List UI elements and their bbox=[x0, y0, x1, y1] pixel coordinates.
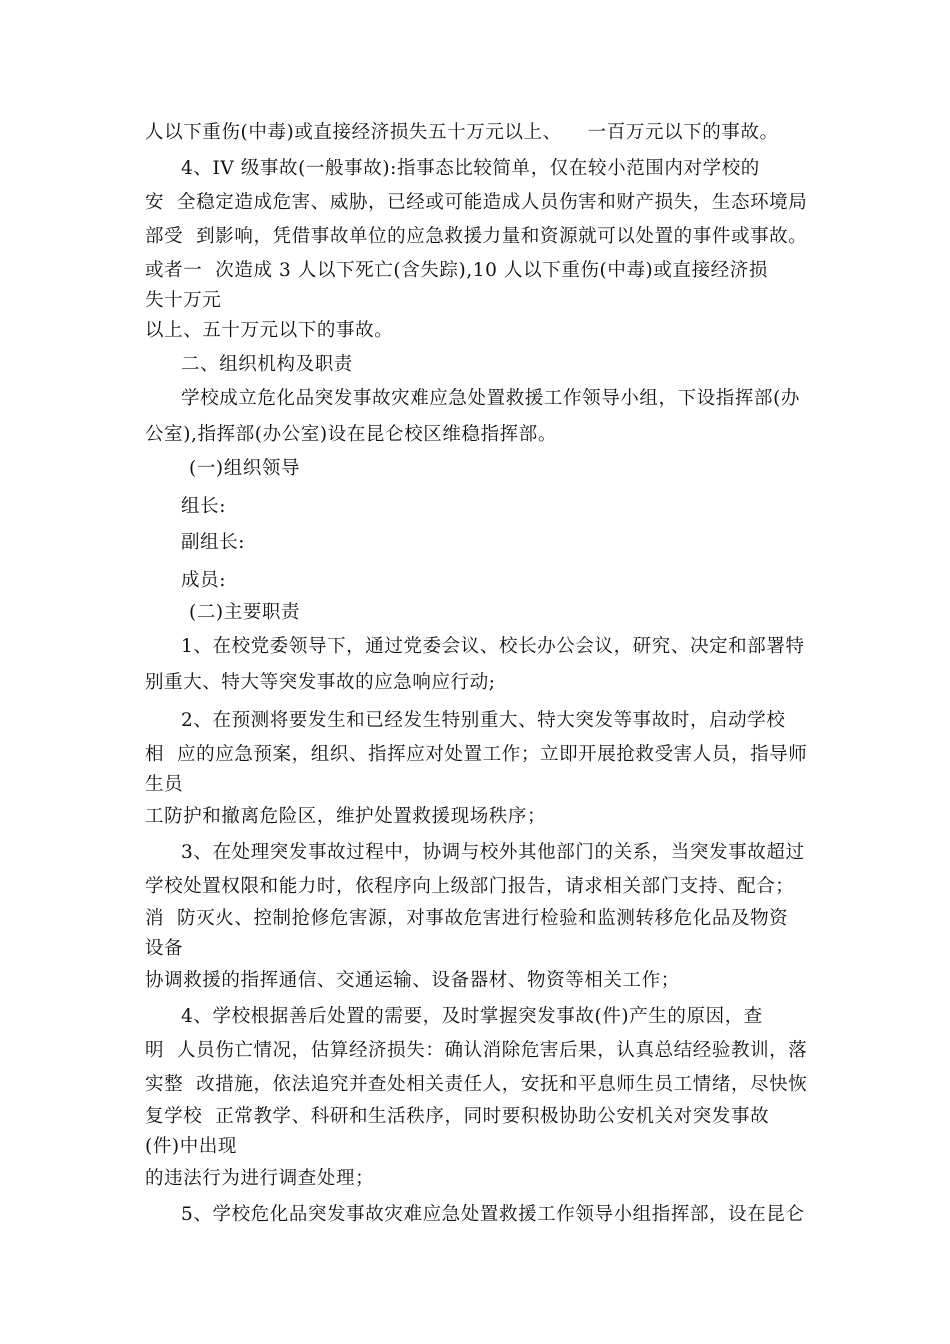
text-line: 4、IV 级事故(一般事故):指事态比较简单，仅在较小范围内对学校的 bbox=[181, 158, 760, 179]
text-line: 5、学校危化品突发事故灾难应急处置救援工作领导小组指挥部，设在昆仑 bbox=[181, 1204, 805, 1225]
text-line: 的违法行为进行调查处理； bbox=[145, 1168, 375, 1189]
text-line: 设备 bbox=[145, 938, 184, 959]
text-line: 协调救援的指挥通信、交通运输、设备器材、物资等相关工作； bbox=[145, 970, 680, 991]
text-line: 4、学校根据善后处置的需要，及时掌握突发事故(件)产生的原因，查 bbox=[181, 1006, 763, 1027]
text-line: 明 人员伤亡情况，估算经济损失：确认消除危害后果，认真总结经验教训，落 bbox=[145, 1040, 808, 1061]
text-line: 失十万元 bbox=[145, 290, 222, 311]
text-line: 别重大、特大等突发事故的应急响应行动; bbox=[145, 672, 496, 693]
text-line: 实整 改措施，依法追究并查处相关责任人，安抚和平息师生员工情绪，尽快恢 bbox=[145, 1074, 808, 1095]
text-line: 或者一 次造成 3 人以下死亡(含失踪),10 人以下重伤(中毒)或直接经济损 bbox=[145, 260, 768, 281]
text-line: 工防护和撤离危险区，维护处置救援现场秩序； bbox=[145, 806, 547, 827]
text-line: 学校成立危化品突发事故灾难应急处置救援工作领导小组，下设指挥部(办 bbox=[181, 388, 801, 409]
text-line: 消 防灭火、控制抢修危害源，对事故危害进行检验和监测转移危化品及物资 bbox=[145, 908, 789, 929]
text-line: 成员: bbox=[181, 570, 227, 591]
text-line: 副组长: bbox=[181, 532, 246, 553]
text-line: 复学校 正常教学、科研和生活秩序，同时要积极协助公安机关对突发事故 bbox=[145, 1106, 770, 1127]
text-line: 人以下重伤(中毒)或直接经济损失五十万元以上、 一百万元以下的事故。 bbox=[145, 122, 779, 143]
text-line: 组长: bbox=[181, 496, 227, 517]
subsection-heading: (一)组织领导 bbox=[189, 458, 301, 479]
text-line: 3、在处理突发事故过程中，协调与校外其他部门的关系，当突发事故超过 bbox=[181, 842, 805, 863]
text-line: 1、在校党委领导下，通过党委会议、校长办公会议，研究、决定和部署特 bbox=[181, 636, 805, 657]
subsection-heading: (二)主要职责 bbox=[189, 602, 301, 623]
text-line: 部受 到影响，凭借事故单位的应急救援力量和资源就可以处置的事件或事故。 bbox=[145, 226, 808, 247]
text-line: 以上、五十万元以下的事故。 bbox=[145, 320, 394, 341]
text-line: 安 全稳定造成危害、威胁，已经或可能造成人员伤害和财产损失，生态环境局 bbox=[145, 192, 808, 213]
text-line: 生员 bbox=[145, 774, 184, 795]
section-heading: 二、组织机构及职责 bbox=[181, 354, 353, 375]
text-line: 2、在预测将要发生和已经发生特别重大、特大突发等事故时，启动学校 bbox=[181, 710, 786, 731]
text-line: 公室),指挥部(办公室)设在昆仑校区维稳指挥部。 bbox=[145, 424, 557, 445]
text-line: 学校处置权限和能力时，依程序向上级部门报告，请求相关部门支持、配合； bbox=[145, 876, 795, 897]
text-line: 相 应的应急预案，组织、指挥应对处置工作；立即开展抢救受害人员，指导师 bbox=[145, 744, 808, 765]
text-line: (件)中出现 bbox=[145, 1136, 238, 1157]
